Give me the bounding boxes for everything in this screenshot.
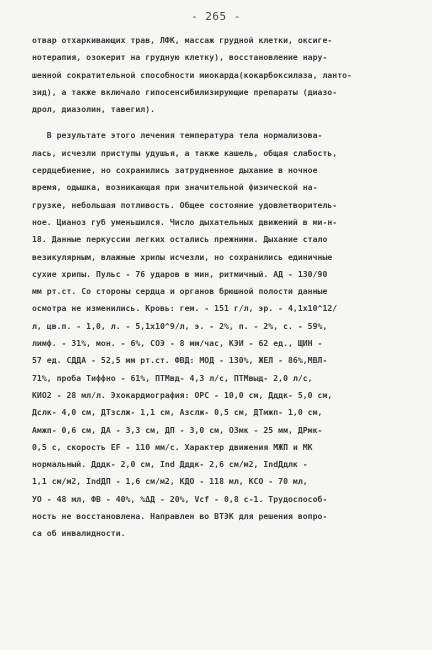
paragraph-2 bbox=[32, 127, 410, 542]
text-line: Дслк- 4,0 см, ДТзслж- 1,1 см, Азслж- 0,5 см, ДТмжп- 1,0 см, bbox=[32, 407, 323, 418]
text-line: грузке, небольшая потливость. Общее состояние удовлетворитель- bbox=[32, 199, 338, 210]
text-line: КИО2 - 28 мл/л. Эхокардиография: ОРС - 10,0 см, Дддк- 5,0 см, bbox=[32, 389, 333, 400]
text-line: сухие хрипы. Пульс - 76 ударов в мин, ритмичный. АД - 130/90 bbox=[32, 268, 328, 279]
text-line: 57 ед. СДДА - 52,5 мм рт.ст. ФВД: МОД - 130%, ЖЕЛ - 86%,МВЛ- bbox=[32, 355, 328, 366]
text-line: 18. Данные перкуссии легких остались прежними. Дыхание стало bbox=[32, 234, 328, 245]
text-line: са об инвалидности. bbox=[32, 528, 126, 539]
text-line: нотерапия, озокерит на грудную клетку), восстановление нару- bbox=[32, 52, 328, 63]
text-line: лимф. - 31%, мон. - 6%, СОЭ - 8 мм/час, КЭИ - 62 ед., ЩИН - bbox=[32, 338, 323, 349]
text-line: сердцебиение, но сохранились затрудненное дыхание в ночное bbox=[32, 165, 318, 176]
text-line: 1,1 см/м2, IndДП - 1,6 см/м2, КДО - 118 мл, КСО - 70 мл, bbox=[32, 476, 308, 487]
text-line: В результате этого лечения температура тела нормализова- bbox=[32, 130, 323, 141]
text-line: зид), а также включало гипосенсибилизирующие препараты (диазо- bbox=[32, 86, 338, 97]
text-line: л, цв.п. - 1,0, л. - 5,1x10^9/л, э. - 2%, п. - 2%, с. - 59%, bbox=[32, 320, 328, 331]
page-number: - 265 - bbox=[191, 10, 241, 23]
text-line: отвар отхаркивающих трав, ЛФК, массаж грудной клетки, оксиге- bbox=[32, 35, 333, 45]
paragraph-1 bbox=[32, 32, 410, 118]
text-line: 0,5 с, скорость EF - 110 мм/с. Характер движения МЖП и МК bbox=[32, 441, 313, 452]
text-line: мм рт.ст. Со стороны сердца и органов брюшной полости данные bbox=[32, 286, 328, 297]
text-line: ное. Цианоз губ уменьшился. Число дыхательных движений в ми-н- bbox=[32, 216, 338, 227]
text-line: нормальный. Дддк- 2,0 см, Ind Дддк- 2,6 см/м2, IndДдлк - bbox=[32, 459, 308, 470]
text-line: Амжп- 0,6 см, ДА - 3,3 см, ДП - 3,0 см, ОЗмк - 25 мм, ДРмк- bbox=[32, 424, 323, 435]
text-line: шенной сократительной способности миокарда(кокарбоксилаза, ланто- bbox=[32, 69, 352, 80]
text-line: дрол, диазолин, тавегил). bbox=[32, 104, 156, 115]
text-line: осмотра не изменились. Кровь: гем. - 151 г/л, эр. - 4,1x10^12/ bbox=[32, 303, 338, 314]
text-line: УО - 48 мл, ФВ - 40%, %ΔД - 20%, Vcf - 0,8 c-1. Трудоспособ- bbox=[32, 493, 328, 504]
text-line: ность не восстановлена. Направлен во ВТЭК для решения вопро- bbox=[32, 511, 328, 522]
text-line: время, одышка, возникающая при значительной физической на- bbox=[32, 182, 318, 193]
document-body bbox=[32, 32, 410, 543]
paragraph-gap bbox=[32, 118, 410, 127]
text-line: лась, исчезли приступы удушья, а также кашель, общая слабость, bbox=[32, 147, 338, 158]
text-line: везикулярным, влажные хрипы исчезли, но сохранились единичные bbox=[32, 251, 333, 262]
text-line: 71%, проба Тиффно - 61%, ПТМвд- 4,3 л/с, ПТМвыд- 2,0 л/с, bbox=[32, 372, 313, 383]
